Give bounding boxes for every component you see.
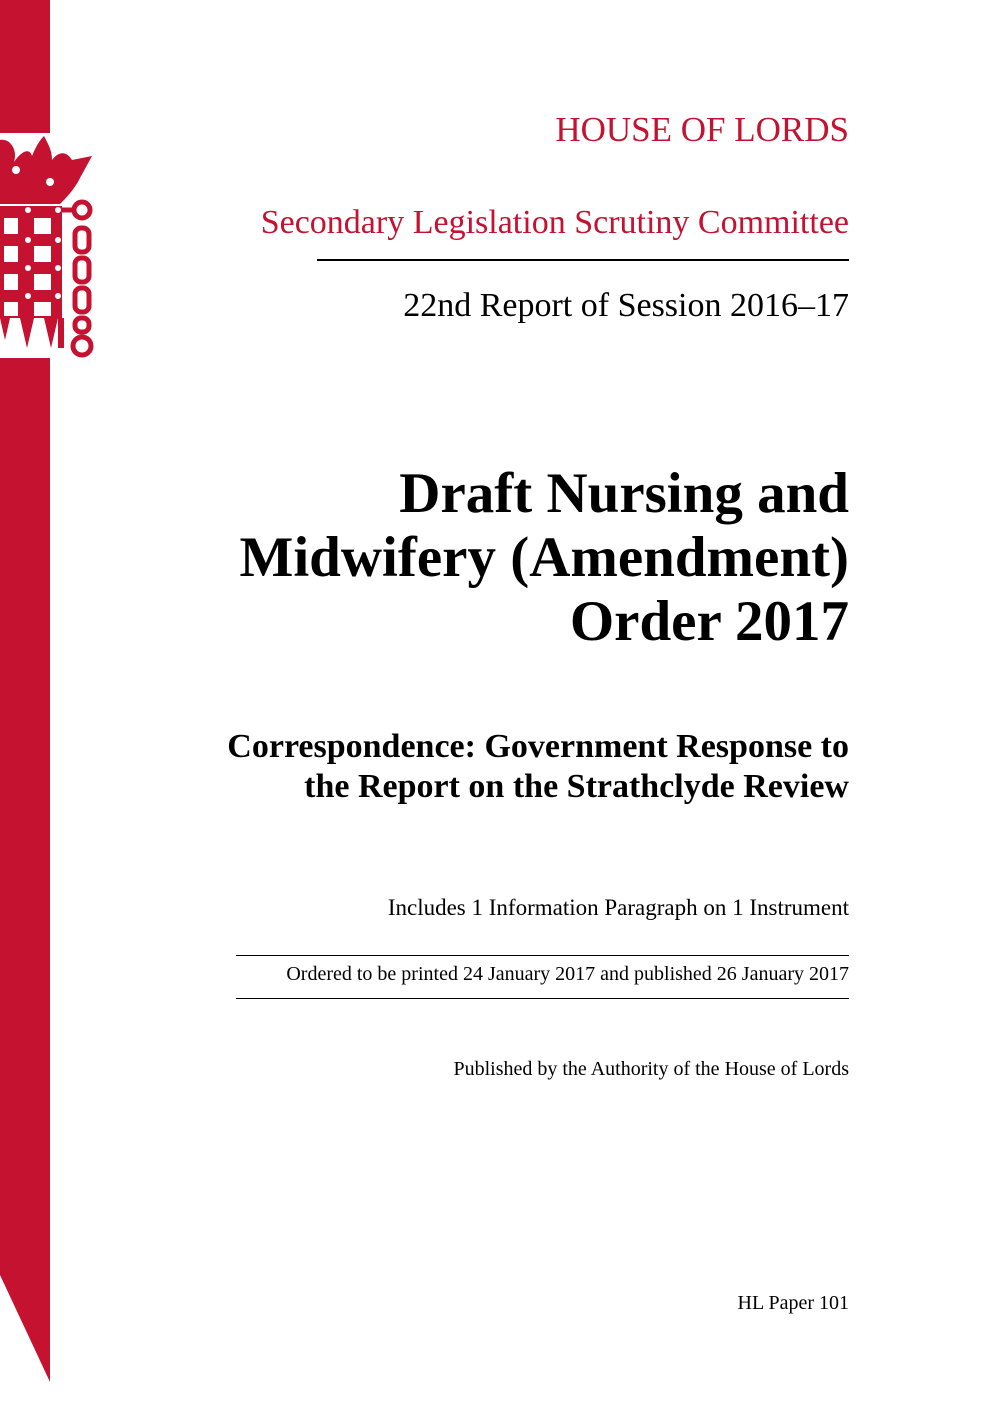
subtitle-line: Correspondence: Government Response to [227,728,849,765]
title-line: Midwifery (Amendment) [239,526,849,589]
divider [236,998,849,999]
red-side-band [0,0,100,1401]
document-title [240,462,849,654]
committee-name: Secondary Legislation Scrutiny Committee [260,204,849,241]
title-line: Order 2017 [569,590,849,653]
includes-note: Includes 1 Information Paragraph on 1 Instrument [387,895,849,920]
house-name: HOUSE OF LORDS [555,110,849,149]
paper-number: HL Paper 101 [737,1292,849,1314]
title-line: Draft Nursing and [399,462,849,525]
divider [317,259,849,261]
subtitle-line: the Report on the Strathclyde Review [304,768,849,805]
publisher: Published by the Authority of the House of Lords [453,1058,849,1080]
portcullis-icon [0,136,92,355]
ordered-date: Ordered to be printed 24 January 2017 and published 26 January 2017 [286,963,849,985]
report-number: 22nd Report of Session 2016–17 [403,287,849,324]
divider [236,955,849,956]
document-subtitle [227,727,849,807]
